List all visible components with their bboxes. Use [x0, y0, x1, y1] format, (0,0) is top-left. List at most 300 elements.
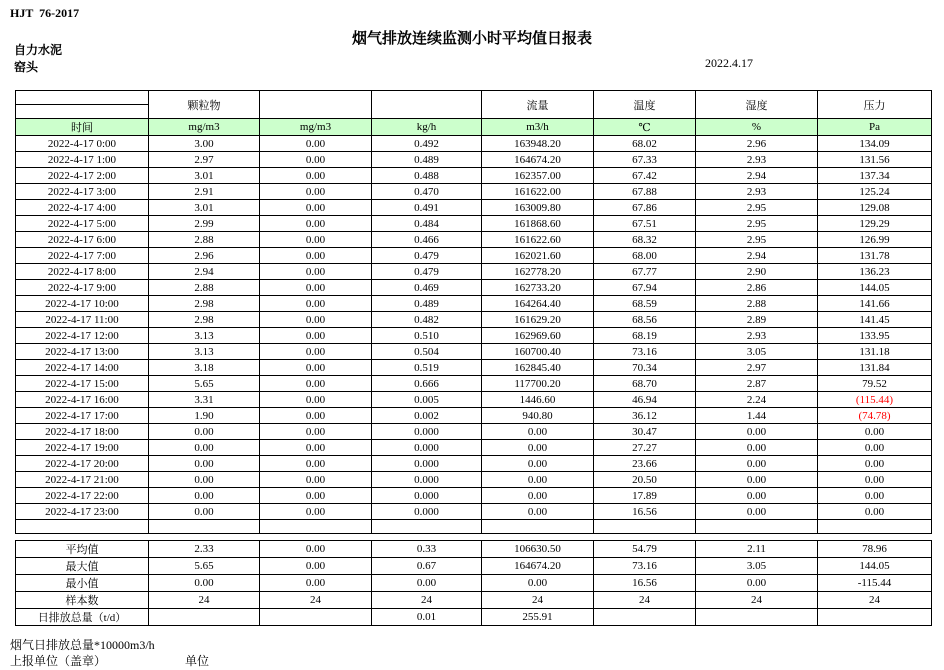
cell: 2.98: [149, 296, 260, 312]
cell: 5.65: [149, 376, 260, 392]
cell: 0.000: [372, 456, 482, 472]
cell: 2.97: [149, 152, 260, 168]
data-row: [16, 168, 932, 184]
header-cell-humidity: 湿度: [696, 91, 818, 119]
data-row: [16, 184, 932, 200]
unit-cell: ℃: [594, 119, 696, 136]
cell: 3.01: [149, 200, 260, 216]
cell: 129.29: [818, 216, 932, 232]
cell: 164674.20: [482, 152, 594, 168]
cell: 2022-4-17 3:00: [16, 184, 149, 200]
cell: 133.95: [818, 328, 932, 344]
cell: 2022-4-17 9:00: [16, 280, 149, 296]
cell: [696, 520, 818, 534]
data-row: [16, 456, 932, 472]
cell: 0.00: [149, 424, 260, 440]
cell: 3.05: [696, 344, 818, 360]
cell: 2022-4-17 8:00: [16, 264, 149, 280]
cell: [594, 609, 696, 626]
data-row: [16, 280, 932, 296]
cell: 0.00: [260, 200, 372, 216]
cell: 0.00: [818, 440, 932, 456]
cell: 0.00: [818, 504, 932, 520]
cell: 0.00: [260, 472, 372, 488]
cell: 0.00: [260, 264, 372, 280]
cell: 0.00: [696, 504, 818, 520]
summary-row: [16, 541, 932, 558]
cell: 3.18: [149, 360, 260, 376]
summary-row: [16, 609, 932, 626]
unit-cell: %: [696, 119, 818, 136]
cell: 2.99: [149, 216, 260, 232]
cell: 0.488: [372, 168, 482, 184]
report-unit-label: 上报单位（盖章）: [10, 654, 107, 668]
cell: 0.491: [372, 200, 482, 216]
cell: 0.00: [260, 488, 372, 504]
cell: 0.00: [818, 424, 932, 440]
cell: 0.00: [260, 152, 372, 168]
data-row: [16, 472, 932, 488]
empty-row: [16, 520, 932, 534]
cell: 样本数: [16, 592, 149, 609]
cell: 日排放总量（t/d）: [16, 609, 149, 626]
unit-header-row: [16, 119, 932, 136]
cell: 126.99: [818, 232, 932, 248]
cell: 73.16: [594, 344, 696, 360]
data-row: [16, 296, 932, 312]
cell: 2022-4-17 17:00: [16, 408, 149, 424]
cell: 0.00: [260, 376, 372, 392]
cell: [482, 520, 594, 534]
data-row: [16, 328, 932, 344]
cell: 0.00: [260, 408, 372, 424]
cell: 0.00: [149, 456, 260, 472]
unit-cell: m3/h: [482, 119, 594, 136]
cell: 0.469: [372, 280, 482, 296]
cell: 0.00: [260, 392, 372, 408]
cell: 0.00: [818, 488, 932, 504]
cell: 131.78: [818, 248, 932, 264]
cell: 2.94: [149, 264, 260, 280]
unit-cell-time: 时间: [16, 119, 149, 136]
cell: 2.86: [696, 280, 818, 296]
cell: 0.00: [696, 488, 818, 504]
cell: 0.00: [260, 360, 372, 376]
data-row: [16, 312, 932, 328]
cell: 0.519: [372, 360, 482, 376]
cell: 144.05: [818, 558, 932, 575]
cell: [696, 609, 818, 626]
cell: 0.000: [372, 472, 482, 488]
cell: [149, 520, 260, 534]
cell: 0.00: [482, 440, 594, 456]
cell: 162357.00: [482, 168, 594, 184]
cell: 2.94: [696, 248, 818, 264]
cell: 68.02: [594, 136, 696, 152]
data-row: [16, 488, 932, 504]
cell: 0.01: [372, 609, 482, 626]
cell: 162845.40: [482, 360, 594, 376]
cell: 67.77: [594, 264, 696, 280]
cell: 24: [149, 592, 260, 609]
cell: 0.00: [482, 504, 594, 520]
cell: 0.000: [372, 424, 482, 440]
cell: 0.00: [260, 296, 372, 312]
cell: 131.56: [818, 152, 932, 168]
cell: 23.66: [594, 456, 696, 472]
cell: 141.66: [818, 296, 932, 312]
cell: 2.96: [696, 136, 818, 152]
header-cell: [372, 91, 482, 119]
cell: 2022-4-17 14:00: [16, 360, 149, 376]
cell: 0.00: [696, 575, 818, 592]
cell: 68.59: [594, 296, 696, 312]
cell: 36.12: [594, 408, 696, 424]
cell: 0.489: [372, 152, 482, 168]
cell: 0.479: [372, 248, 482, 264]
cell: 0.000: [372, 488, 482, 504]
cell: 161868.60: [482, 216, 594, 232]
data-row: [16, 440, 932, 456]
cell: 68.32: [594, 232, 696, 248]
data-row: [16, 344, 932, 360]
cell: 0.00: [149, 575, 260, 592]
cell: 2022-4-17 16:00: [16, 392, 149, 408]
cell: 5.65: [149, 558, 260, 575]
cell: 141.45: [818, 312, 932, 328]
cell: 2.93: [696, 328, 818, 344]
cell: 0.00: [482, 472, 594, 488]
cell: 3.13: [149, 344, 260, 360]
cell: 1446.60: [482, 392, 594, 408]
cell: 2.11: [696, 541, 818, 558]
page-title: 烟气排放连续监测小时平均值日报表: [351, 31, 592, 47]
cell: 137.34: [818, 168, 932, 184]
cell: 2.94: [696, 168, 818, 184]
cell: 2022-4-17 4:00: [16, 200, 149, 216]
cell: 162778.20: [482, 264, 594, 280]
header-cell: [16, 91, 149, 105]
cell: 160700.40: [482, 344, 594, 360]
cell: 0.00: [260, 184, 372, 200]
cell: 2022-4-17 21:00: [16, 472, 149, 488]
cell: 0.00: [260, 424, 372, 440]
data-row: [16, 408, 932, 424]
cell: 0.00: [260, 575, 372, 592]
cell: 20.50: [594, 472, 696, 488]
cell: [818, 609, 932, 626]
cell: 68.70: [594, 376, 696, 392]
cell: 0.00: [260, 344, 372, 360]
cell: [594, 520, 696, 534]
report-date: 2022.4.17: [705, 56, 753, 70]
cell: 0.00: [818, 472, 932, 488]
cell: 54.79: [594, 541, 696, 558]
cell: 2022-4-17 0:00: [16, 136, 149, 152]
cell: [818, 520, 932, 534]
cell: 2.88: [149, 280, 260, 296]
cell: 163009.80: [482, 200, 594, 216]
cell: 0.470: [372, 184, 482, 200]
summary-table: [15, 540, 932, 626]
cell: 0.00: [149, 504, 260, 520]
cell: 0.00: [482, 575, 594, 592]
cell: (74.78): [818, 408, 932, 424]
header-cell-flow: 流量: [482, 91, 594, 119]
cell: 24: [372, 592, 482, 609]
cell: 0.00: [260, 216, 372, 232]
cell: 0.002: [372, 408, 482, 424]
cell: 0.00: [482, 424, 594, 440]
cell: 2.33: [149, 541, 260, 558]
standard-number: HJT 76-2017: [10, 6, 80, 20]
data-row: [16, 200, 932, 216]
cell: 24: [260, 592, 372, 609]
daily-total-note: 烟气日排放总量*10000m3/h: [10, 638, 155, 652]
cell: 0.00: [260, 541, 372, 558]
cell: 144.05: [818, 280, 932, 296]
cell: 136.23: [818, 264, 932, 280]
data-row: [16, 376, 932, 392]
cell: [372, 520, 482, 534]
cell: 最小值: [16, 575, 149, 592]
cell: 0.482: [372, 312, 482, 328]
summary-row: [16, 575, 932, 592]
cell: 2.88: [696, 296, 818, 312]
data-row: [16, 216, 932, 232]
cell: 3.31: [149, 392, 260, 408]
cell: 0.00: [696, 424, 818, 440]
cell: 2.98: [149, 312, 260, 328]
cell: [16, 520, 149, 534]
cell: 79.52: [818, 376, 932, 392]
cell: 0.00: [260, 280, 372, 296]
header-cell-particulate: 颗粒物: [149, 91, 260, 119]
header-cell-pressure: 压力: [818, 91, 932, 119]
data-row: [16, 360, 932, 376]
cell: 162733.20: [482, 280, 594, 296]
cell: 27.27: [594, 440, 696, 456]
cell: 2.95: [696, 216, 818, 232]
cell: 0.00: [260, 312, 372, 328]
header-cell-temperature: 温度: [594, 91, 696, 119]
cell: 0.005: [372, 392, 482, 408]
cell: -115.44: [818, 575, 932, 592]
cell: 70.34: [594, 360, 696, 376]
cell: [149, 609, 260, 626]
cell: 0.489: [372, 296, 482, 312]
cell: 2.93: [696, 152, 818, 168]
cell: 0.000: [372, 440, 482, 456]
cell: 最大值: [16, 558, 149, 575]
cell: 161629.20: [482, 312, 594, 328]
cell: 0.00: [260, 558, 372, 575]
cell: 162969.60: [482, 328, 594, 344]
cell: 2.88: [149, 232, 260, 248]
cell: 3.05: [696, 558, 818, 575]
cell: 16.56: [594, 504, 696, 520]
cell: 2022-4-17 1:00: [16, 152, 149, 168]
cell: 2022-4-17 6:00: [16, 232, 149, 248]
cell: 0.504: [372, 344, 482, 360]
cell: 161622.00: [482, 184, 594, 200]
cell: 131.84: [818, 360, 932, 376]
cell: 2022-4-17 20:00: [16, 456, 149, 472]
data-row: [16, 248, 932, 264]
cell: 78.96: [818, 541, 932, 558]
summary-row: [16, 592, 932, 609]
cell: 0.00: [818, 456, 932, 472]
unit-cell: mg/m3: [149, 119, 260, 136]
cell: 2022-4-17 22:00: [16, 488, 149, 504]
cell: 2.87: [696, 376, 818, 392]
cell: 1.44: [696, 408, 818, 424]
cell: 0.00: [482, 488, 594, 504]
cell: 67.33: [594, 152, 696, 168]
cell: 3.13: [149, 328, 260, 344]
cell: 0.492: [372, 136, 482, 152]
cell: 0.666: [372, 376, 482, 392]
cell: 2022-4-17 18:00: [16, 424, 149, 440]
cell: 2022-4-17 15:00: [16, 376, 149, 392]
cell: 2.89: [696, 312, 818, 328]
data-row: [16, 424, 932, 440]
cell: 163948.20: [482, 136, 594, 152]
data-row: [16, 152, 932, 168]
cell: 46.94: [594, 392, 696, 408]
cell: 0.484: [372, 216, 482, 232]
unit-cell: Pa: [818, 119, 932, 136]
cell: 0.00: [696, 472, 818, 488]
cell: 67.86: [594, 200, 696, 216]
cell: 67.94: [594, 280, 696, 296]
cell: 2022-4-17 23:00: [16, 504, 149, 520]
report-table-area: [15, 90, 931, 626]
cell: [260, 520, 372, 534]
cell: 2022-4-17 12:00: [16, 328, 149, 344]
header-cell: [16, 105, 149, 119]
cell: 0.00: [372, 575, 482, 592]
cell: 0.00: [149, 472, 260, 488]
cell: 2022-4-17 10:00: [16, 296, 149, 312]
cell: 0.00: [260, 328, 372, 344]
cell: 0.33: [372, 541, 482, 558]
cell: 2.90: [696, 264, 818, 280]
cell: 2022-4-17 2:00: [16, 168, 149, 184]
cell: [260, 609, 372, 626]
cell: 24: [482, 592, 594, 609]
cell: 68.56: [594, 312, 696, 328]
cell: 30.47: [594, 424, 696, 440]
cell: 0.00: [260, 504, 372, 520]
cell: 0.00: [482, 456, 594, 472]
cell: 24: [818, 592, 932, 609]
cell: 0.00: [260, 168, 372, 184]
cell: 0.510: [372, 328, 482, 344]
cell: 0.00: [260, 136, 372, 152]
cell: 17.89: [594, 488, 696, 504]
cell: 106630.50: [482, 541, 594, 558]
cell: 平均值: [16, 541, 149, 558]
cell: 2.96: [149, 248, 260, 264]
cell: 0.00: [260, 248, 372, 264]
summary-row: [16, 558, 932, 575]
cell: 24: [696, 592, 818, 609]
cell: 125.24: [818, 184, 932, 200]
cell: 3.00: [149, 136, 260, 152]
cell: 940.80: [482, 408, 594, 424]
cell: 129.08: [818, 200, 932, 216]
cell: 68.19: [594, 328, 696, 344]
cell: 0.00: [149, 488, 260, 504]
cell: 0.00: [260, 440, 372, 456]
cell: 134.09: [818, 136, 932, 152]
unit-label: 单位: [185, 654, 210, 668]
cell: 0.00: [260, 456, 372, 472]
cell: 1.90: [149, 408, 260, 424]
cell: 164674.20: [482, 558, 594, 575]
cell: 2022-4-17 7:00: [16, 248, 149, 264]
cell: 2022-4-17 11:00: [16, 312, 149, 328]
company-name: 自力水泥: [14, 43, 63, 57]
cell: 2.93: [696, 184, 818, 200]
cell: 162021.60: [482, 248, 594, 264]
cell: 67.88: [594, 184, 696, 200]
cell: 0.00: [696, 440, 818, 456]
cell: 161622.60: [482, 232, 594, 248]
data-row: [16, 264, 932, 280]
cell: 16.56: [594, 575, 696, 592]
cell: (115.44): [818, 392, 932, 408]
cell: 117700.20: [482, 376, 594, 392]
unit-cell: mg/m3: [260, 119, 372, 136]
cell: 24: [594, 592, 696, 609]
cell: 2.95: [696, 200, 818, 216]
cell: 67.42: [594, 168, 696, 184]
cell: 2022-4-17 5:00: [16, 216, 149, 232]
cell: 164264.40: [482, 296, 594, 312]
header-cell: [260, 91, 372, 119]
cell: 2.91: [149, 184, 260, 200]
cell: 2.24: [696, 392, 818, 408]
cell: 0.479: [372, 264, 482, 280]
cell: 0.000: [372, 504, 482, 520]
cell: 73.16: [594, 558, 696, 575]
cell: 0.67: [372, 558, 482, 575]
monitoring-point: 窑头: [14, 60, 39, 74]
hourly-data-table: [15, 90, 932, 534]
cell: 3.01: [149, 168, 260, 184]
unit-cell: kg/h: [372, 119, 482, 136]
cell: 2.95: [696, 232, 818, 248]
cell: 2022-4-17 19:00: [16, 440, 149, 456]
cell: 0.00: [696, 456, 818, 472]
cell: 131.18: [818, 344, 932, 360]
cell: 68.00: [594, 248, 696, 264]
data-row: [16, 232, 932, 248]
cell: 2022-4-17 13:00: [16, 344, 149, 360]
data-row: [16, 136, 932, 152]
cell: 255.91: [482, 609, 594, 626]
cell: 0.00: [149, 440, 260, 456]
cell: 2.97: [696, 360, 818, 376]
data-row: [16, 392, 932, 408]
cell: 0.00: [260, 232, 372, 248]
data-row: [16, 504, 932, 520]
cell: 0.466: [372, 232, 482, 248]
cell: 67.51: [594, 216, 696, 232]
pollutant-header-row: [16, 91, 932, 105]
